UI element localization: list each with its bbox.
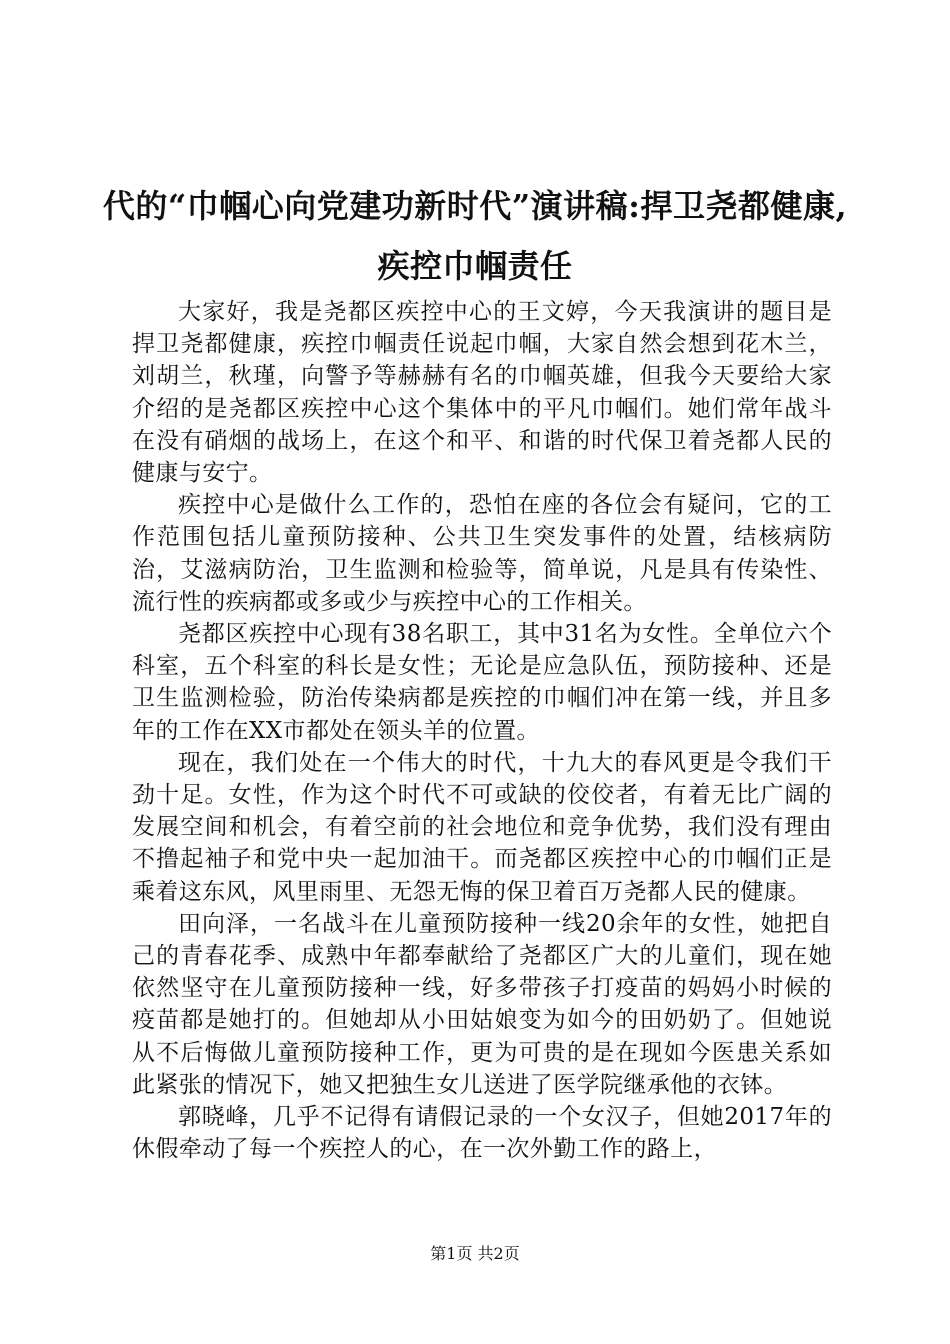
page-footer: 第1页 共2页 — [430, 1244, 520, 1263]
document-body — [132, 296, 832, 1165]
paragraph: 尧都区疾控中心现有38名职工，其中31名为女性。全单位六个科室，五个科室的科长是女性；无论是应急队伍，预防接种、还是卫生监测检验，防治传染病都是疾控的巾帼们冲在第一线，并且多年的工作在XX市都处在领头羊的位置。 — [132, 621, 832, 744]
paragraph: 大家好，我是尧都区疾控中心的王文婷，今天我演讲的题目是捍卫尧都健康，疾控巾帼责任说起巾帼，大家自然会想到花木兰，刘胡兰，秋瑾，向警予等赫赫有名的巾帼英雄，但我今天要给大家介绍的是尧都区疾控中心这个集体中的平凡巾帼们。她们常年战斗在没有硝烟的战场上，在这个和平、和谐的时代保卫着尧都人民的健康与安宁。 — [132, 299, 832, 487]
paragraph: 郭晓峰，几乎不记得有请假记录的一个女汉子，但她2017年的休假牵动了每一个疾控人的心，在一次外勤工作的路上， — [132, 1104, 832, 1163]
paragraph: 田向泽，一名战斗在儿童预防接种一线20余年的女性，她把自己的青春花季、成熟中年都奉献给了尧都区广大的儿童们，现在她依然坚守在儿童预防接种一线，好多带孩子打疫苗的妈妈小时候的疫苗都是她打的。但她却从小田姑娘变为如今的田奶奶了。但她说从不后悔做儿童预防接种工作，更为可贵的是在现如今医患关系如此紧张的情况下，她又把独生女儿送进了医学院继承他的衣钵。 — [132, 910, 832, 1098]
paragraph: 现在，我们处在一个伟大的时代，十九大的春风更是令我们干劲十足。女性，作为这个时代不可或缺的佼佼者，有着无比广阔的发展空间和机会，有着空前的社会地位和竞争优势，我们没有理由不撸起袖子和党中央一起加油干。而尧都区疾控中心的巾帼们正是乘着这东风，风里雨里、无怨无悔的保卫着百万尧都人民的健康。 — [132, 749, 832, 905]
document-title: 代的“巾帼心向党建功新时代”演讲稿:捍卫尧都健康,疾控巾帼责任 — [102, 187, 848, 285]
paragraph: 疾控中心是做什么工作的，恐怕在座的各位会有疑问，它的工作范围包括儿童预防接种、公共卫生突发事件的处置，结核病防治，艾滋病防治，卫生监测和检验等，简单说，凡是具有传染性、流行性的疾病都或多或少与疾控中心的工作相关。 — [132, 492, 832, 615]
